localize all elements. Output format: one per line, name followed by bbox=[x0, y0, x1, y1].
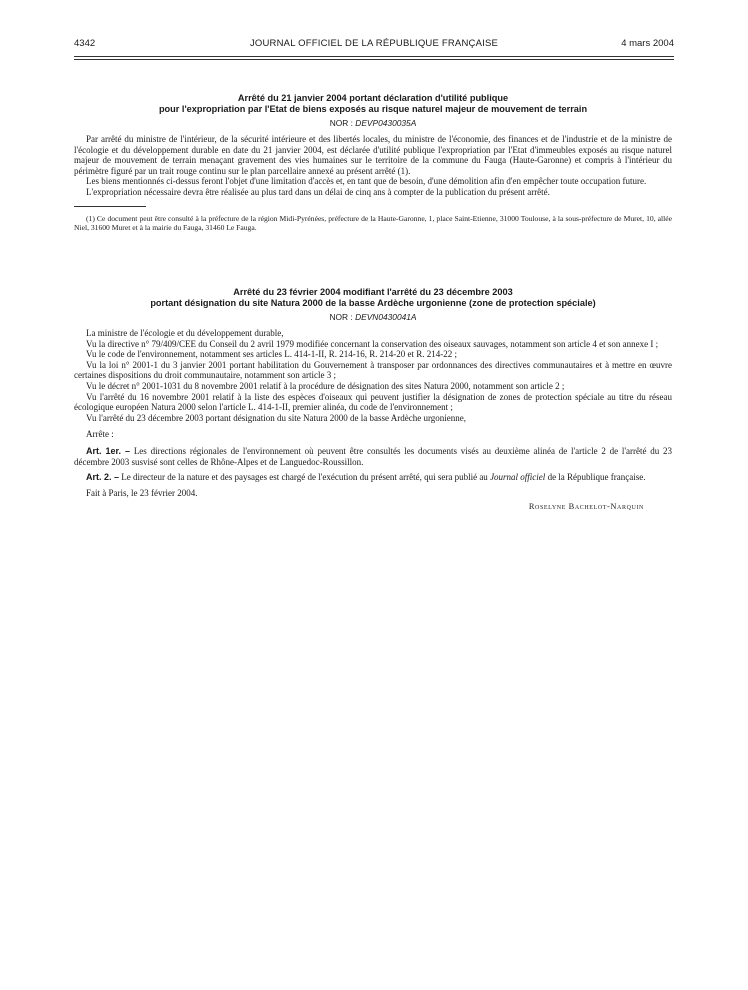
article-1-label: Art. 1er. – bbox=[86, 445, 131, 456]
minister-signature: Roselyne Bachelot-Narquin bbox=[528, 502, 644, 512]
decree1-title-line2: pour l'expropriation par l'Etat de biens exposés au risque naturel majeur de mouvement de terrain bbox=[158, 104, 588, 114]
article-2-label: Art. 2. – bbox=[86, 472, 120, 483]
decree1-nor-label: NOR : bbox=[329, 118, 353, 128]
decree2-article-2 bbox=[74, 472, 672, 483]
page-header bbox=[74, 38, 674, 52]
decree2-article-1 bbox=[74, 446, 672, 467]
decree2-preamble-line: Vu l'arrêté du 23 décembre 2003 portant désignation du site Natura 2000 de la basse Ardèche urgonienne, bbox=[86, 412, 467, 423]
article-2-text-a: Le directeur de la nature et des paysages est chargé de l'exécution du présent arrêté, qui sera publié au bbox=[121, 472, 491, 483]
decree1-paragraph: Les biens mentionnés ci-dessus feront l'objet d'une limitation d'accès et, en tant que de besoin, d'une démolition afin d'en empêcher toute occupation future. bbox=[86, 176, 647, 187]
decree1-title-line1: Arrêté du 21 janvier 2004 portant déclaration d'utilité publique bbox=[237, 93, 509, 103]
decree2-title-line2: portant désignation du site Natura 2000 de la basse Ardèche urgonienne (zone de protection spéciale) bbox=[150, 298, 596, 308]
decree2-nor-code: DEVN0430041A bbox=[355, 312, 417, 322]
decree2-done-at: Fait à Paris, le 23 février 2004. bbox=[86, 487, 198, 498]
decree1-footnote: (1) Ce document peut être consulté à la préfecture de la région Midi-Pyrénées, préfecture de la Haute-Garonne, 1, place Saint-Etienne, 31000 Toulouse, à la sous-préfecture de Muret, 10, allée Niel, 31600 Muret et à la mairie du Fauga, 31460 Le Fauga. bbox=[74, 213, 672, 232]
decree-expropriation bbox=[74, 93, 672, 232]
decree-natura-2000 bbox=[74, 287, 672, 511]
decree2-preamble-line: Vu la loi n° 2001-1 du 3 janvier 2001 portant habilitation du Gouvernement à transposer par ordonnances des directives communautaires et à mettre en œuvre certaines dispositions du droit communautaire, notamment son article 3 ; bbox=[74, 359, 672, 381]
decree1-nor-code: DEVP0430035A bbox=[355, 118, 417, 128]
issue-date: 4 mars 2004 bbox=[621, 38, 674, 49]
header-rule-top bbox=[74, 56, 674, 57]
decree2-preamble-line: Vu la directive n° 79/409/CEE du Conseil du 2 avril 1979 modifiée concernant la conservation des oiseaux sauvages, notamment son article 4 et son annexe I ; bbox=[86, 338, 659, 349]
article-2-text-b: de la République française. bbox=[545, 472, 646, 483]
decree2-preamble-line: Vu l'arrêté du 16 novembre 2001 relatif à la liste des espèces d'oiseaux qui peuvent justifier la désignation de zones de protection spéciale au titre du réseau écologique européen Natura 2000 selon l'article L. 414-1-II, premier alinéa, du code de l'environnement ; bbox=[74, 391, 672, 413]
article-1-text: Les directions régionales de l'environnement où peuvent être consultés les documents visés au deuxième alinéa de l'article 2 de l'arrêté du 23 décembre 2003 susvisé sont celles de Rhône-Alpes et de Languedoc-Roussillon. bbox=[74, 445, 672, 467]
decree2-preamble-line: Vu le code de l'environnement, notamment ses articles L. 414-1-II, R. 214-16, R. 214-20 et R. 214-22 ; bbox=[86, 349, 457, 360]
decree2-nor-label: NOR : bbox=[329, 312, 353, 322]
journal-title: JOURNAL OFFICIEL DE LA RÉPUBLIQUE FRANÇAISE bbox=[249, 38, 499, 49]
decree2-arrete: Arrête : bbox=[86, 429, 114, 440]
footnote-rule bbox=[74, 206, 146, 207]
decree2-preamble-line: Vu le décret n° 2001-1031 du 8 novembre 2001 relatif à la procédure de désignation des sites Natura 2000, notamment son article 2 ; bbox=[86, 380, 565, 391]
header-rule-bottom bbox=[74, 59, 674, 60]
decree2-nor bbox=[74, 312, 672, 322]
decree1-paragraph: Par arrêté du ministre de l'intérieur, de la sécurité intérieure et des libertés locales, du ministre de l'économie, des finances et de l'industrie et de la ministre de l'écologie et du développement durable en date du 21 janvier 2004, est déclarée d'utilité publique l'expropriation par l'Etat d'immeubles exposés au risque naturel majeur de mouvement de terrain menaçant gravement des vies humaines sur le territoire de la commune du Fauga (Haute-Garonne) et compris à l'intérieur du périmètre figuré par un trait rouge continu sur le plan parcellaire annexé au présent arrêté (1). bbox=[74, 134, 672, 176]
decree2-title-line1: Arrêté du 23 février 2004 modifiant l'arrêté du 23 décembre 2003 bbox=[233, 287, 513, 297]
decree2-preamble-line: La ministre de l'écologie et du développement durable, bbox=[86, 328, 284, 338]
article-2-journal-officiel: Journal officiel bbox=[490, 472, 546, 483]
decree1-paragraph: L'expropriation nécessaire devra être réalisée au plus tard dans un délai de cinq ans à compter de la publication du présent arrêté. bbox=[86, 186, 550, 197]
decree1-nor bbox=[74, 118, 672, 128]
page-number: 4342 bbox=[74, 38, 96, 49]
